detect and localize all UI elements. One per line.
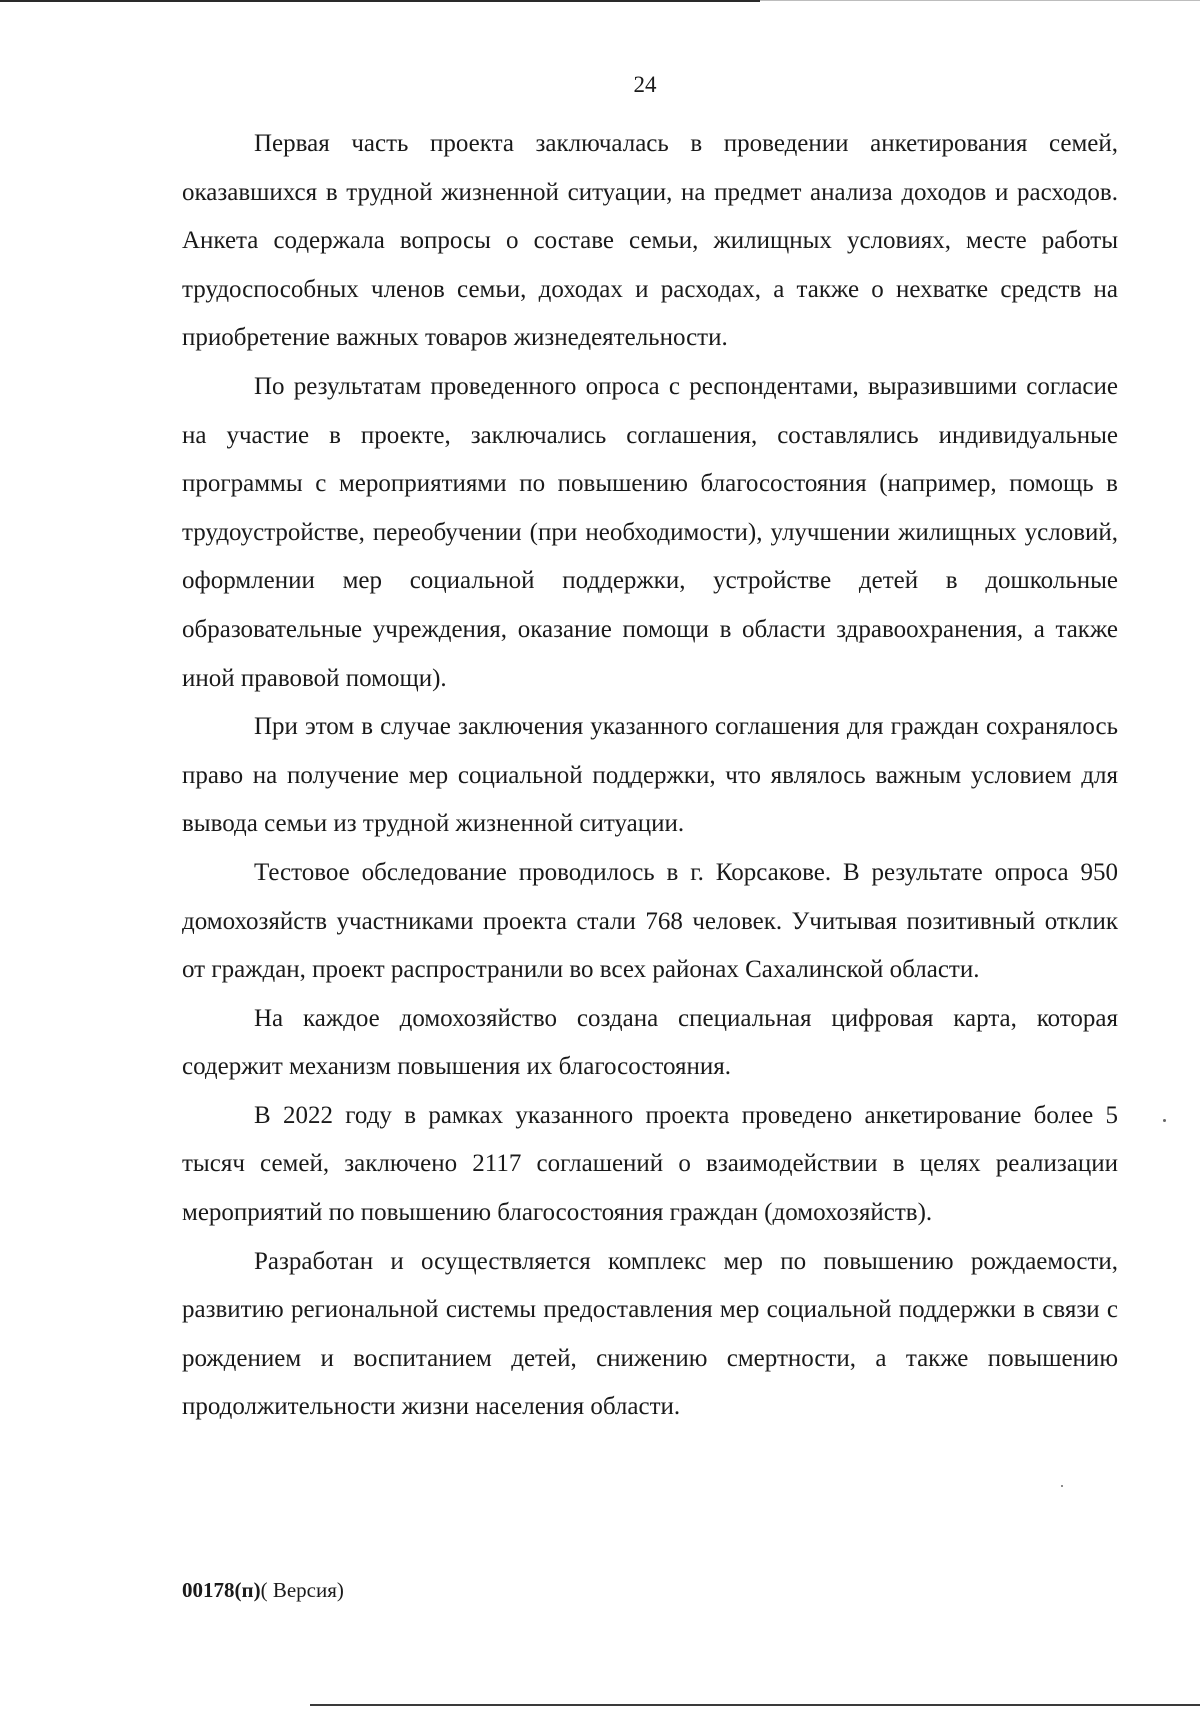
paragraph-social-support: При этом в случае заключения указанного соглашения для граждан сохранялось право на получение мер социальной поддержки, что являлось важным условием для вывода семьи из трудной жизненной ситуации. <box>182 713 1118 838</box>
paragraph-digital-card: На каждое домохозяйство создана специальная цифровая карта, которая содержит механизм повышения их благосостояния. <box>182 1004 1118 1081</box>
paragraph-agreements: По результатам проведенного опроса с респондентами, выразившими согласие на участие в проекте, заключались соглашения, составлялись индивидуальные программы с мероприятиями по повышению благосостояния (например, помощь в трудоустройстве, переобучении (при необходимости), улучшении жилищных условий, оформлении мер социальной поддержки, устройстве детей в дошкольные образовательные учреждения, оказание помощи в области здравоохранения, а также иной правовой помощи). <box>182 372 1118 692</box>
paragraph-test-survey: Тестовое обследование проводилось в г. Корсакове. В результате опроса 950 домохозяйств участниками проекта стали 768 человек. Учитывая позитивный отклик от граждан, проект распространили во всех районах Сахалинской области. <box>182 858 1118 984</box>
paragraph-measures: Разработан и осуществляется комплекс мер по повышению рождаемости, развитию региональной системы предоставления мер социальной поддержки в связи с рождением и воспитанием детей, снижению смертности, а также повышению продолжительности жизни населения области. <box>182 1247 1118 1421</box>
footer-version-label: ( Версия) <box>260 1578 344 1602</box>
document-footer <box>182 1578 344 1603</box>
paragraph-survey: Первая часть проекта заключалась в проведении анкетирования семей, оказавшихся в трудной жизненной ситуации, на предмет анализа доходов и расходов. Анкета содержала вопросы о составе семьи, жилищных условиях, месте работы трудоспособных членов семьи, доходах и расходах, а также о нехватке средств на приобретение важных товаров жизнедеятельности. <box>182 130 1118 352</box>
paragraph-2022-results: В 2022 году в рамках указанного проекта проведено анкетирование более 5 тысяч семей, заключено 2117 соглашений о взаимодействии в целях реализации мероприятий по повышению благосостояния граждан (домохозяйств). <box>182 1101 1118 1227</box>
scan-edge-top-faint <box>760 0 1200 1</box>
page-number: 24 <box>633 72 657 97</box>
scan-edge-top <box>0 0 760 2</box>
footer-document-code: 00178(п) <box>182 1578 261 1602</box>
scan-edge-bottom <box>310 1704 1200 1706</box>
scan-speck <box>1061 1485 1063 1487</box>
scan-speck <box>1163 1119 1166 1122</box>
document-body <box>182 120 1118 1432</box>
